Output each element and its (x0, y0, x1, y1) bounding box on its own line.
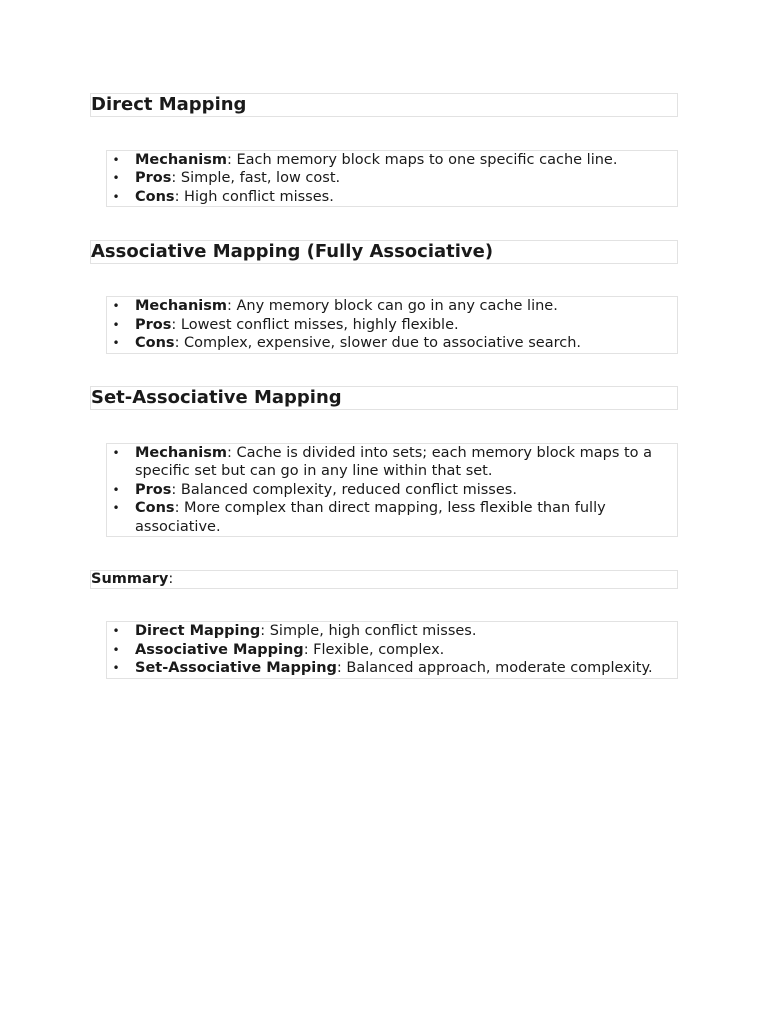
item-text: : Any memory block can go in any cache line. (227, 298, 558, 314)
item-term: Mechanism (135, 444, 227, 461)
item-term: Cons (135, 188, 175, 205)
item-text: : Each memory block maps to one specific cache line. (227, 151, 618, 168)
item-text: : Balanced complexity, reduced conflict misses. (171, 481, 517, 498)
list-item (107, 622, 677, 641)
item-text: : Simple, fast, low cost. (171, 170, 341, 186)
document-content (90, 93, 678, 693)
item-term: Mechanism (135, 151, 227, 168)
bullet-icon: • (112, 171, 120, 185)
item-term: Pros (135, 170, 172, 186)
item-text: : Flexible, complex. (303, 641, 445, 658)
item-text: : More complex than direct mapping, less flexible than fully associative. (135, 500, 606, 535)
heading-associative-mapping: Associative Mapping (Fully Associative) (90, 240, 678, 264)
list-item (107, 659, 677, 678)
item-text: : Complex, expensive, slower due to associative search. (174, 335, 581, 351)
list-item (107, 297, 677, 316)
bullet-icon: • (112, 482, 120, 497)
bullet-icon: • (112, 445, 120, 460)
heading-direct-mapping: Direct Mapping (90, 93, 678, 117)
item-term: Cons (135, 500, 175, 516)
bullet-icon: • (112, 642, 120, 657)
summary-suffix: : (168, 570, 174, 587)
heading-set-associative-mapping: Set-Associative Mapping (90, 386, 678, 410)
list-item (107, 316, 677, 335)
list-set-associative-mapping (106, 443, 678, 538)
bullet-icon: • (112, 501, 120, 515)
summary-label: Summary (91, 570, 169, 587)
list-item (107, 151, 677, 170)
list-item (107, 499, 677, 536)
bullet-icon: • (112, 624, 120, 638)
item-term: Cons (135, 335, 175, 351)
list-item (107, 334, 677, 353)
item-text: : Cache is divided into sets; each memory block maps to a specific set but can go in any line within that set. (135, 444, 653, 479)
bullet-icon: • (112, 336, 120, 350)
bullet-icon: • (112, 189, 120, 204)
list-summary (106, 621, 678, 679)
item-term: Associative Mapping (135, 641, 304, 658)
bullet-icon: • (112, 299, 120, 313)
list-direct-mapping (106, 150, 678, 208)
item-text: : Balanced approach, moderate complexity. (336, 660, 653, 676)
item-term: Direct Mapping (135, 623, 261, 639)
item-term: Pros (135, 316, 172, 333)
bullet-icon: • (112, 661, 120, 675)
item-text: : Simple, high conflict misses. (260, 623, 477, 639)
item-term: Mechanism (135, 298, 227, 314)
item-term: Pros (135, 481, 172, 498)
bullet-icon: • (112, 317, 120, 332)
item-text: : Lowest conflict misses, highly flexible. (171, 316, 459, 333)
list-item (107, 169, 677, 188)
list-item (107, 641, 677, 660)
list-item (107, 481, 677, 500)
bullet-icon: • (112, 152, 120, 167)
list-item (107, 188, 677, 207)
list-item (107, 444, 677, 481)
list-associative-mapping (106, 296, 678, 354)
summary-heading (90, 570, 678, 589)
item-text: : High conflict misses. (174, 188, 334, 205)
item-term: Set-Associative Mapping (135, 660, 337, 676)
